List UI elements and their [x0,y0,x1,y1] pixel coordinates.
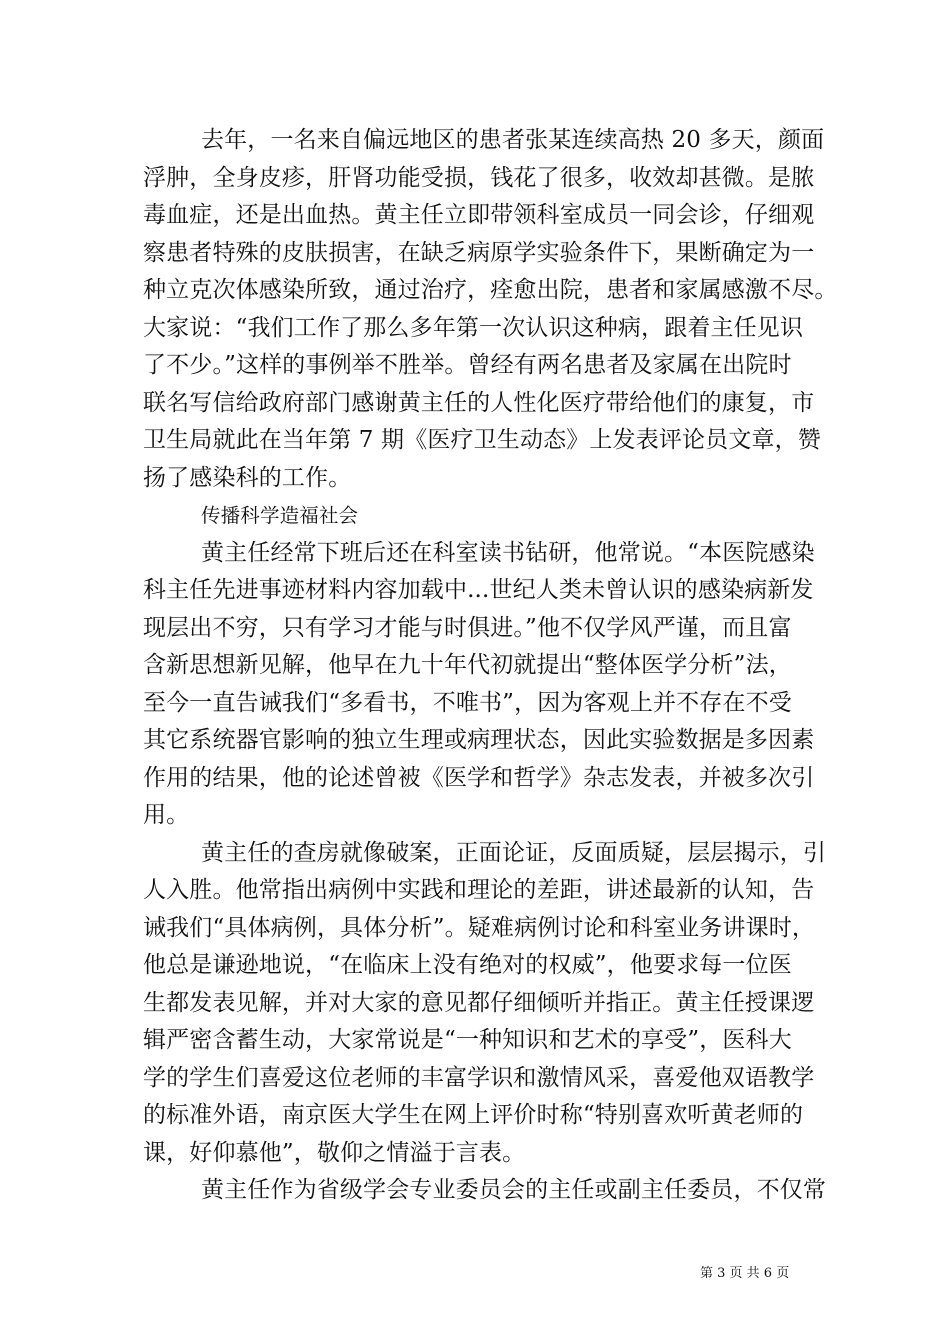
page-indicator: 第 3 页 共 6 页 [700,1266,790,1281]
text-line: 含新思想新见解，他早在九十年代初就提出“整体医学分析”法， [143,652,792,678]
text-line: 人入胜。他常指出病例中实践和理论的差距，讲述最新的认知，告 [143,877,815,903]
text-line: 科主任先进事迹材料内容加载中...世纪人类未曾认识的感染病新发 [143,577,814,603]
text-line: 现层出不穷，只有学习才能与时俱进。”他不仅学风严谨，而且富 [143,614,792,641]
text-line: 了不少。”这样的事例举不胜举。曾经有两名患者及家属在出院时 [143,352,792,378]
text-line: 用。 [143,802,190,828]
paragraph [143,122,838,497]
section-heading [143,497,821,535]
text-line: 毒血症，还是出血热。黄主任立即带领科室成员一同会诊，仔细观 [143,202,815,228]
text-line: 作用的结果，他的论述曾被《医学和哲学》杂志发表，并被多次引 [143,764,815,791]
text-line: 卫生局就此在当年第 7 期《医疗卫生动态》上发表评论员文章，赞 [143,427,821,453]
text-line: 大家说：“我们工作了那么多年第一次认识这种病，跟着主任见识 [143,314,804,341]
text-line: 黄主任的查房就像破案，正面论证，反面质疑，层层揭示，引 [201,839,827,866]
text-line: 去年，一名来自偏远地区的患者张某连续高热 20 多天，颜面 [201,127,825,153]
text-line: 至今一直告诫我们“多看书，不唯书”，因为客观上并不存在不受 [143,689,792,716]
document-body [143,122,838,1210]
text-line: 扬了感染科的工作。 [143,464,352,491]
paragraph [143,1172,827,1210]
text-line: 种立克次体感染所致，通过治疗，痊愈出院，患者和家属感激不尽。 [143,277,838,303]
paragraph [143,835,827,1173]
text-line: 课，好仰慕他”，敬仰之情溢于言表。 [143,1139,526,1166]
text-line: 其它系统器官影响的独立生理或病理状态，因此实验数据是多因素 [143,727,815,753]
text-line: 他总是谦逊地说，“在临床上没有绝对的权威”，他要求每一位医 [143,952,792,978]
text-line: 察患者特殊的皮肤损害，在缺乏病原学实验条件下，果断确定为一 [143,239,815,266]
text-line: 生都发表见解，并对大家的意见都仔细倾听并指正。黄主任授课逻 [143,989,815,1016]
text-line: 诫我们“具体病例，具体分析”。疑难病例讨论和科室业务讲课时， [143,914,816,941]
text-line: 传播科学造福社会 [201,504,359,527]
text-line: 的标准外语，南京医大学生在网上评价时称“特别喜欢听黄老师的 [143,1102,804,1128]
text-line: 学的学生们喜爱这位老师的丰富学识和激情风采，喜爱他双语教学 [143,1064,815,1091]
text-line: 辑严密含蓄生动，大家常说是“一种知识和艺术的享受”，医科大 [143,1027,792,1053]
paragraph [143,535,821,835]
text-line: 黄主任经常下班后还在科室读书钻研，他常说。“本医院感染 [201,539,815,566]
text-line: 联名写信给政府部门感谢黄主任的人性化医疗带给他们的康复，市 [143,389,815,416]
text-line: 浮肿，全身皮疹，肝肾功能受损，钱花了很多，收效却甚微。是脓 [143,164,815,191]
text-line: 黄主任作为省级学会专业委员会的主任或副主任委员，不仅常 [201,1177,827,1203]
